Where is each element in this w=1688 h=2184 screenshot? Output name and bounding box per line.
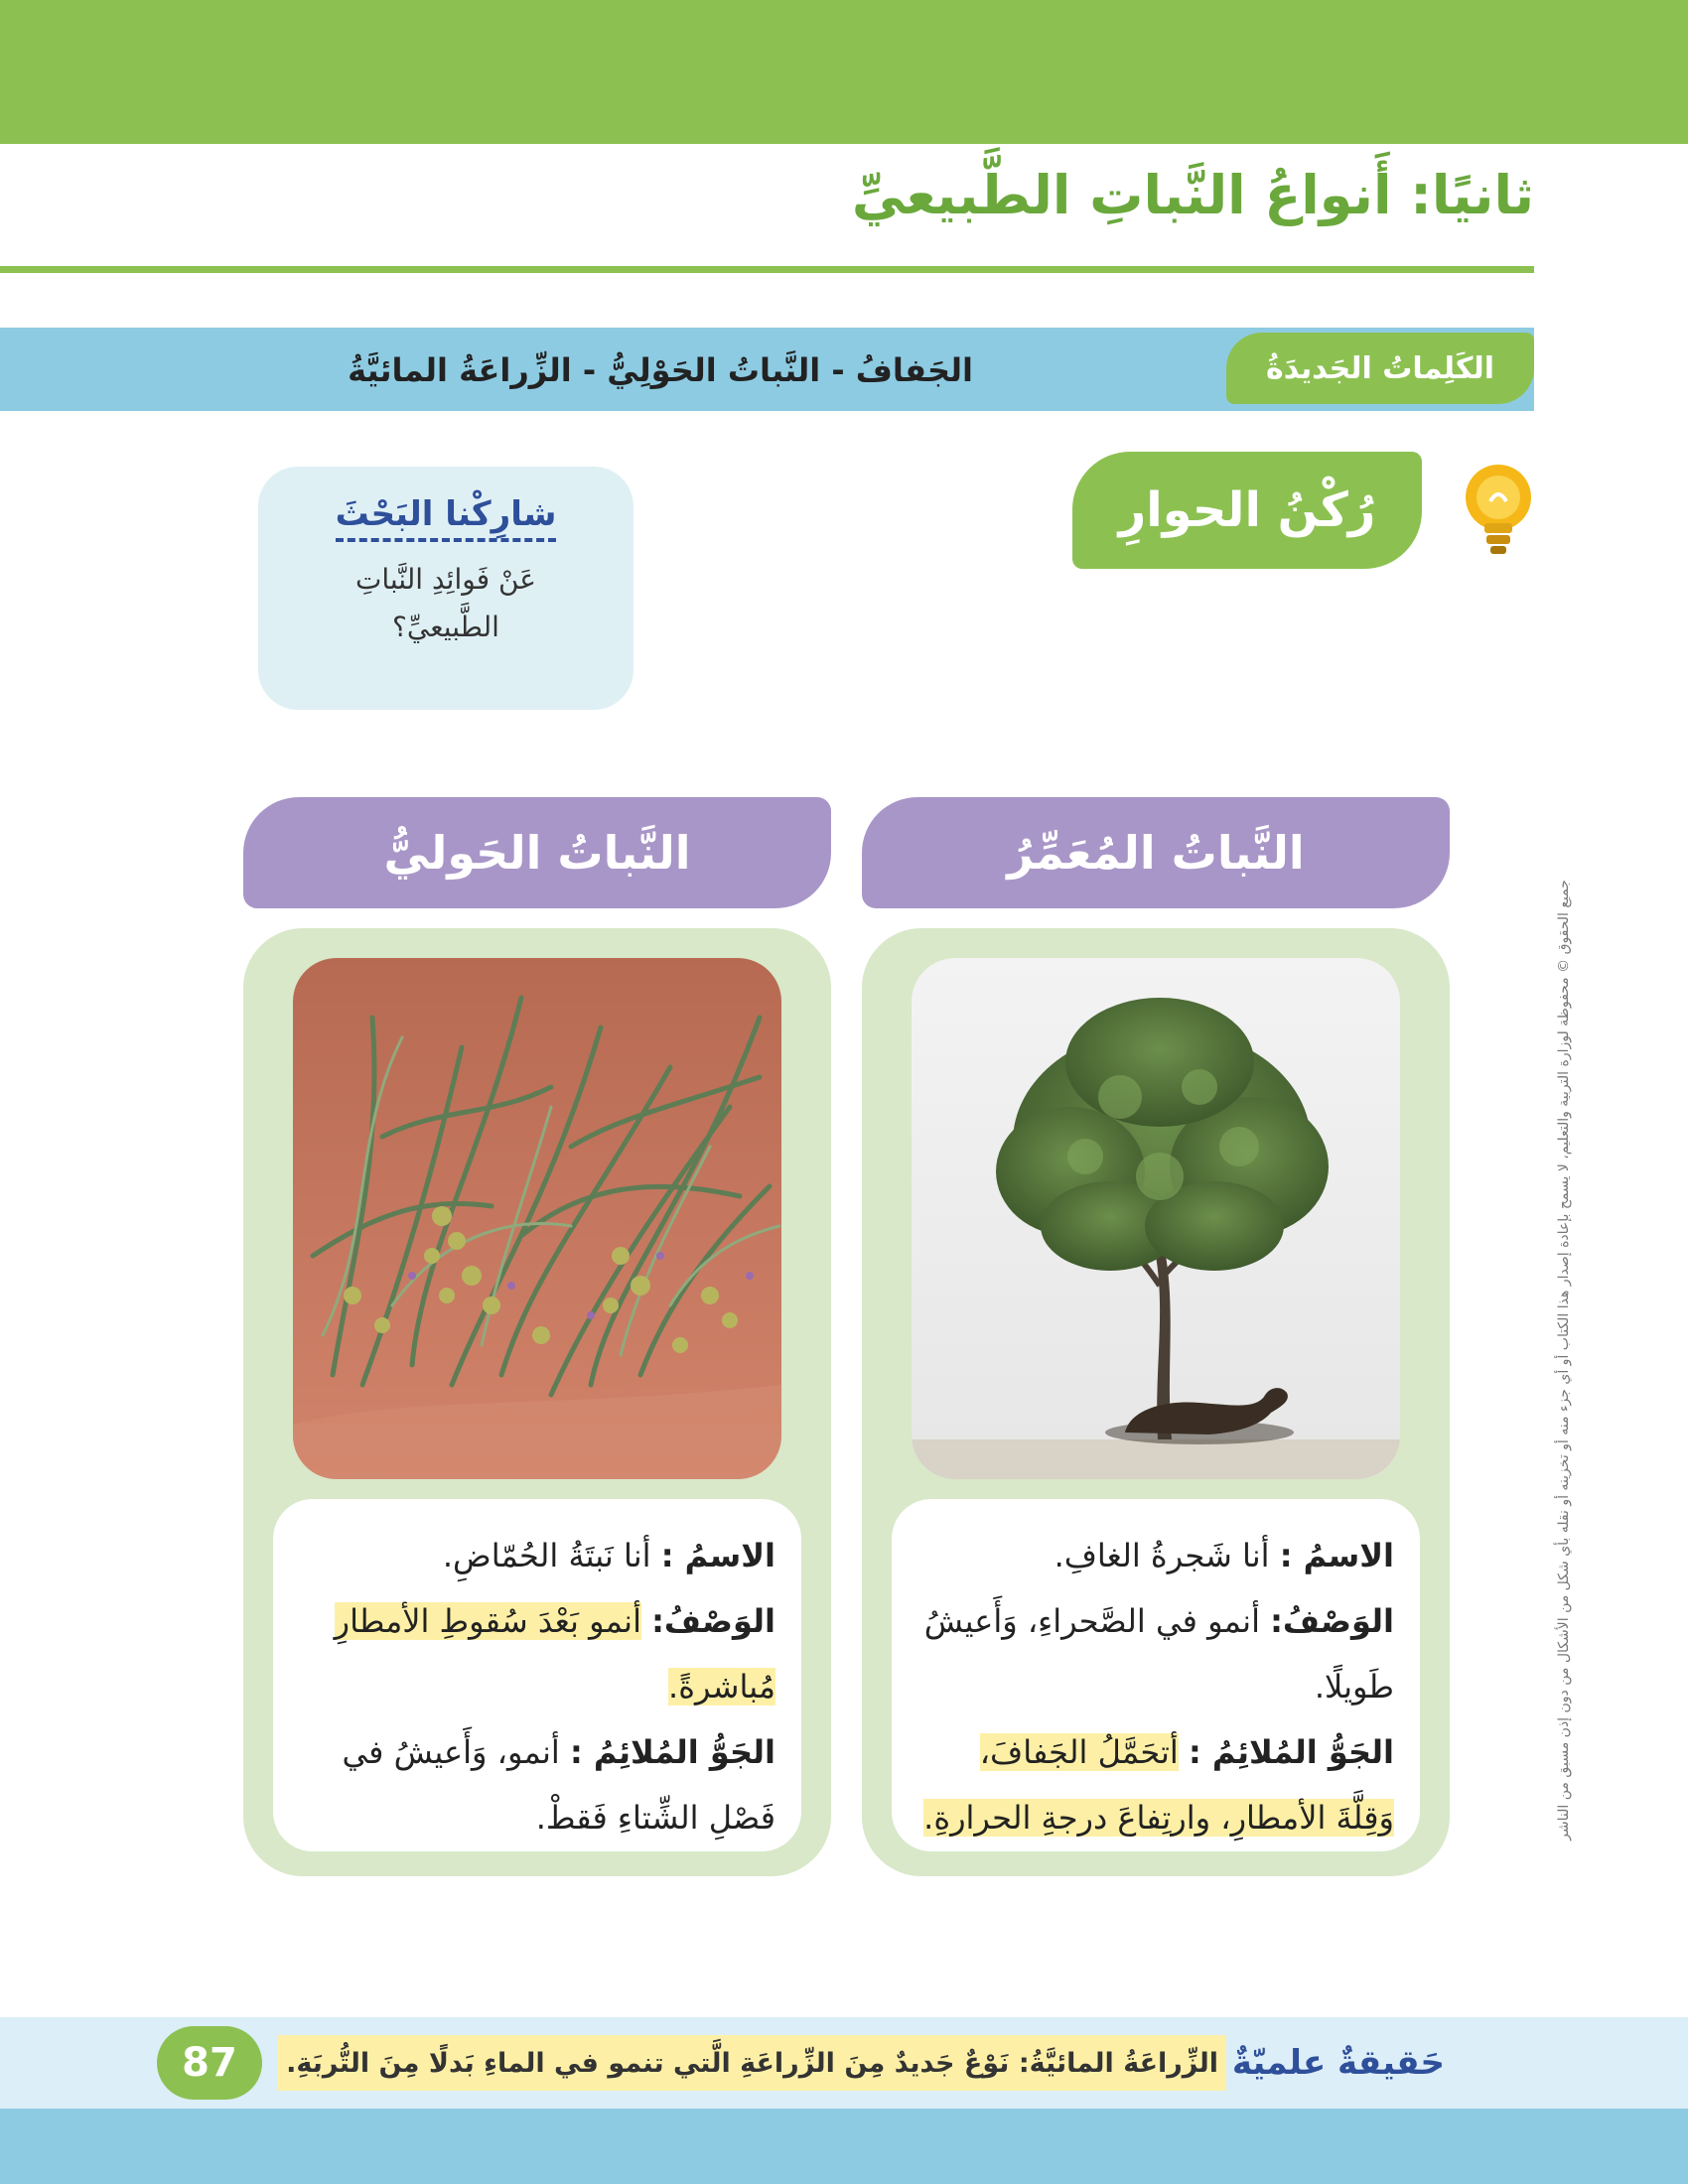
perennial-desc-line (917, 1588, 1394, 1719)
annual-name-line (299, 1523, 775, 1588)
vocabulary-words: الجَفافُ - النَّباتُ الحَوْلِيُّ - الزِّراعَةُ المائيَّةُ (348, 351, 973, 389)
top-band (0, 0, 1688, 144)
research-text: عَنْ فَوائِدِ النَّباتِ الطَّبيعيِّ؟ (354, 563, 537, 643)
bottom-band (0, 2109, 1688, 2184)
name-value: أنا نَبتَةُ الحُمّاضِ. (442, 1537, 651, 1574)
copyright-notice (1549, 774, 1579, 1946)
desc-label: الوَصْفُ: (1270, 1602, 1394, 1640)
climate-label: الجَوُّ المُلائِمُ : (1188, 1733, 1394, 1771)
climate-value: أتحَمَّلُ الجَفافَ، وَقِلَّةَ الأمطارِ، وارتِفاعَ درجةِ الحرارةِ. (923, 1733, 1394, 1837)
name-value: أنا شَجرةُ الغافِ. (1054, 1537, 1270, 1574)
name-label: الاسمُ : (1279, 1537, 1394, 1574)
name-label: الاسمُ : (660, 1537, 775, 1574)
annual-header: النَّباتُ الحَوليُّ (243, 797, 831, 908)
research-box (258, 467, 633, 710)
title-rule (0, 266, 1534, 273)
annual-climate-line (299, 1719, 775, 1850)
climate-value: أنمو، وَأَعيشُ في فَصْلِ الشِّتاءِ فَقطْ. (342, 1733, 775, 1837)
hummaidh-plant-photo (293, 958, 781, 1479)
page-number: 87 (157, 2026, 262, 2100)
scientific-fact-text: الزِّراعَةُ المائيَّةُ: نَوْعٌ جَديدٌ مِنَ الزِّراعَةِ الَّتي تنمو في الماءِ بَدلًا مِنَ التُّربَةِ. (278, 2035, 1226, 2091)
perennial-name-line (917, 1523, 1394, 1588)
perennial-climate-line (917, 1719, 1394, 1850)
scientific-fact-label: حَقيقةٌ علميّةٌ (1231, 2043, 1445, 2083)
dialogue-corner-title: رُكْنُ الحوارِ (1072, 452, 1422, 569)
desc-label: الوَصْفُ: (651, 1602, 775, 1640)
annual-info (273, 1499, 801, 1851)
vocabulary-label: الكَلِماتُ الجَديدَةُ (1226, 333, 1534, 404)
annual-desc-line (299, 1588, 775, 1719)
desc-value: أنمو بَعْدَ سُقوطِ الأمطارِ مُباشرةً. (334, 1602, 775, 1706)
perennial-info (892, 1499, 1420, 1851)
climate-label: الجَوُّ المُلائِمُ : (569, 1733, 775, 1771)
lightbulb-icon (1463, 462, 1534, 557)
copyright-text: جميع الحقوق © محفوظة لوزارة التربية والتعليم، لا يسمح بإعادة إصدار هذا الكتاب أو أي جزء منه أو تخزينه أو نقله بأي شكل من الأشكال من دون إذن مسبق من الناشر (1556, 880, 1572, 1841)
research-title: شارِكْنا البَحْثَ (336, 494, 557, 542)
desc-value: أنمو في الصَّحراءِ، وَأَعيشُ طَويلًا. (923, 1602, 1394, 1706)
section-title: ثانيًا: أَنواعُ النَّباتِ الطَّبيعيِّ (851, 164, 1534, 226)
perennial-header: النَّباتُ المُعَمِّرُ (862, 797, 1450, 908)
ghaf-tree-photo (912, 958, 1400, 1479)
